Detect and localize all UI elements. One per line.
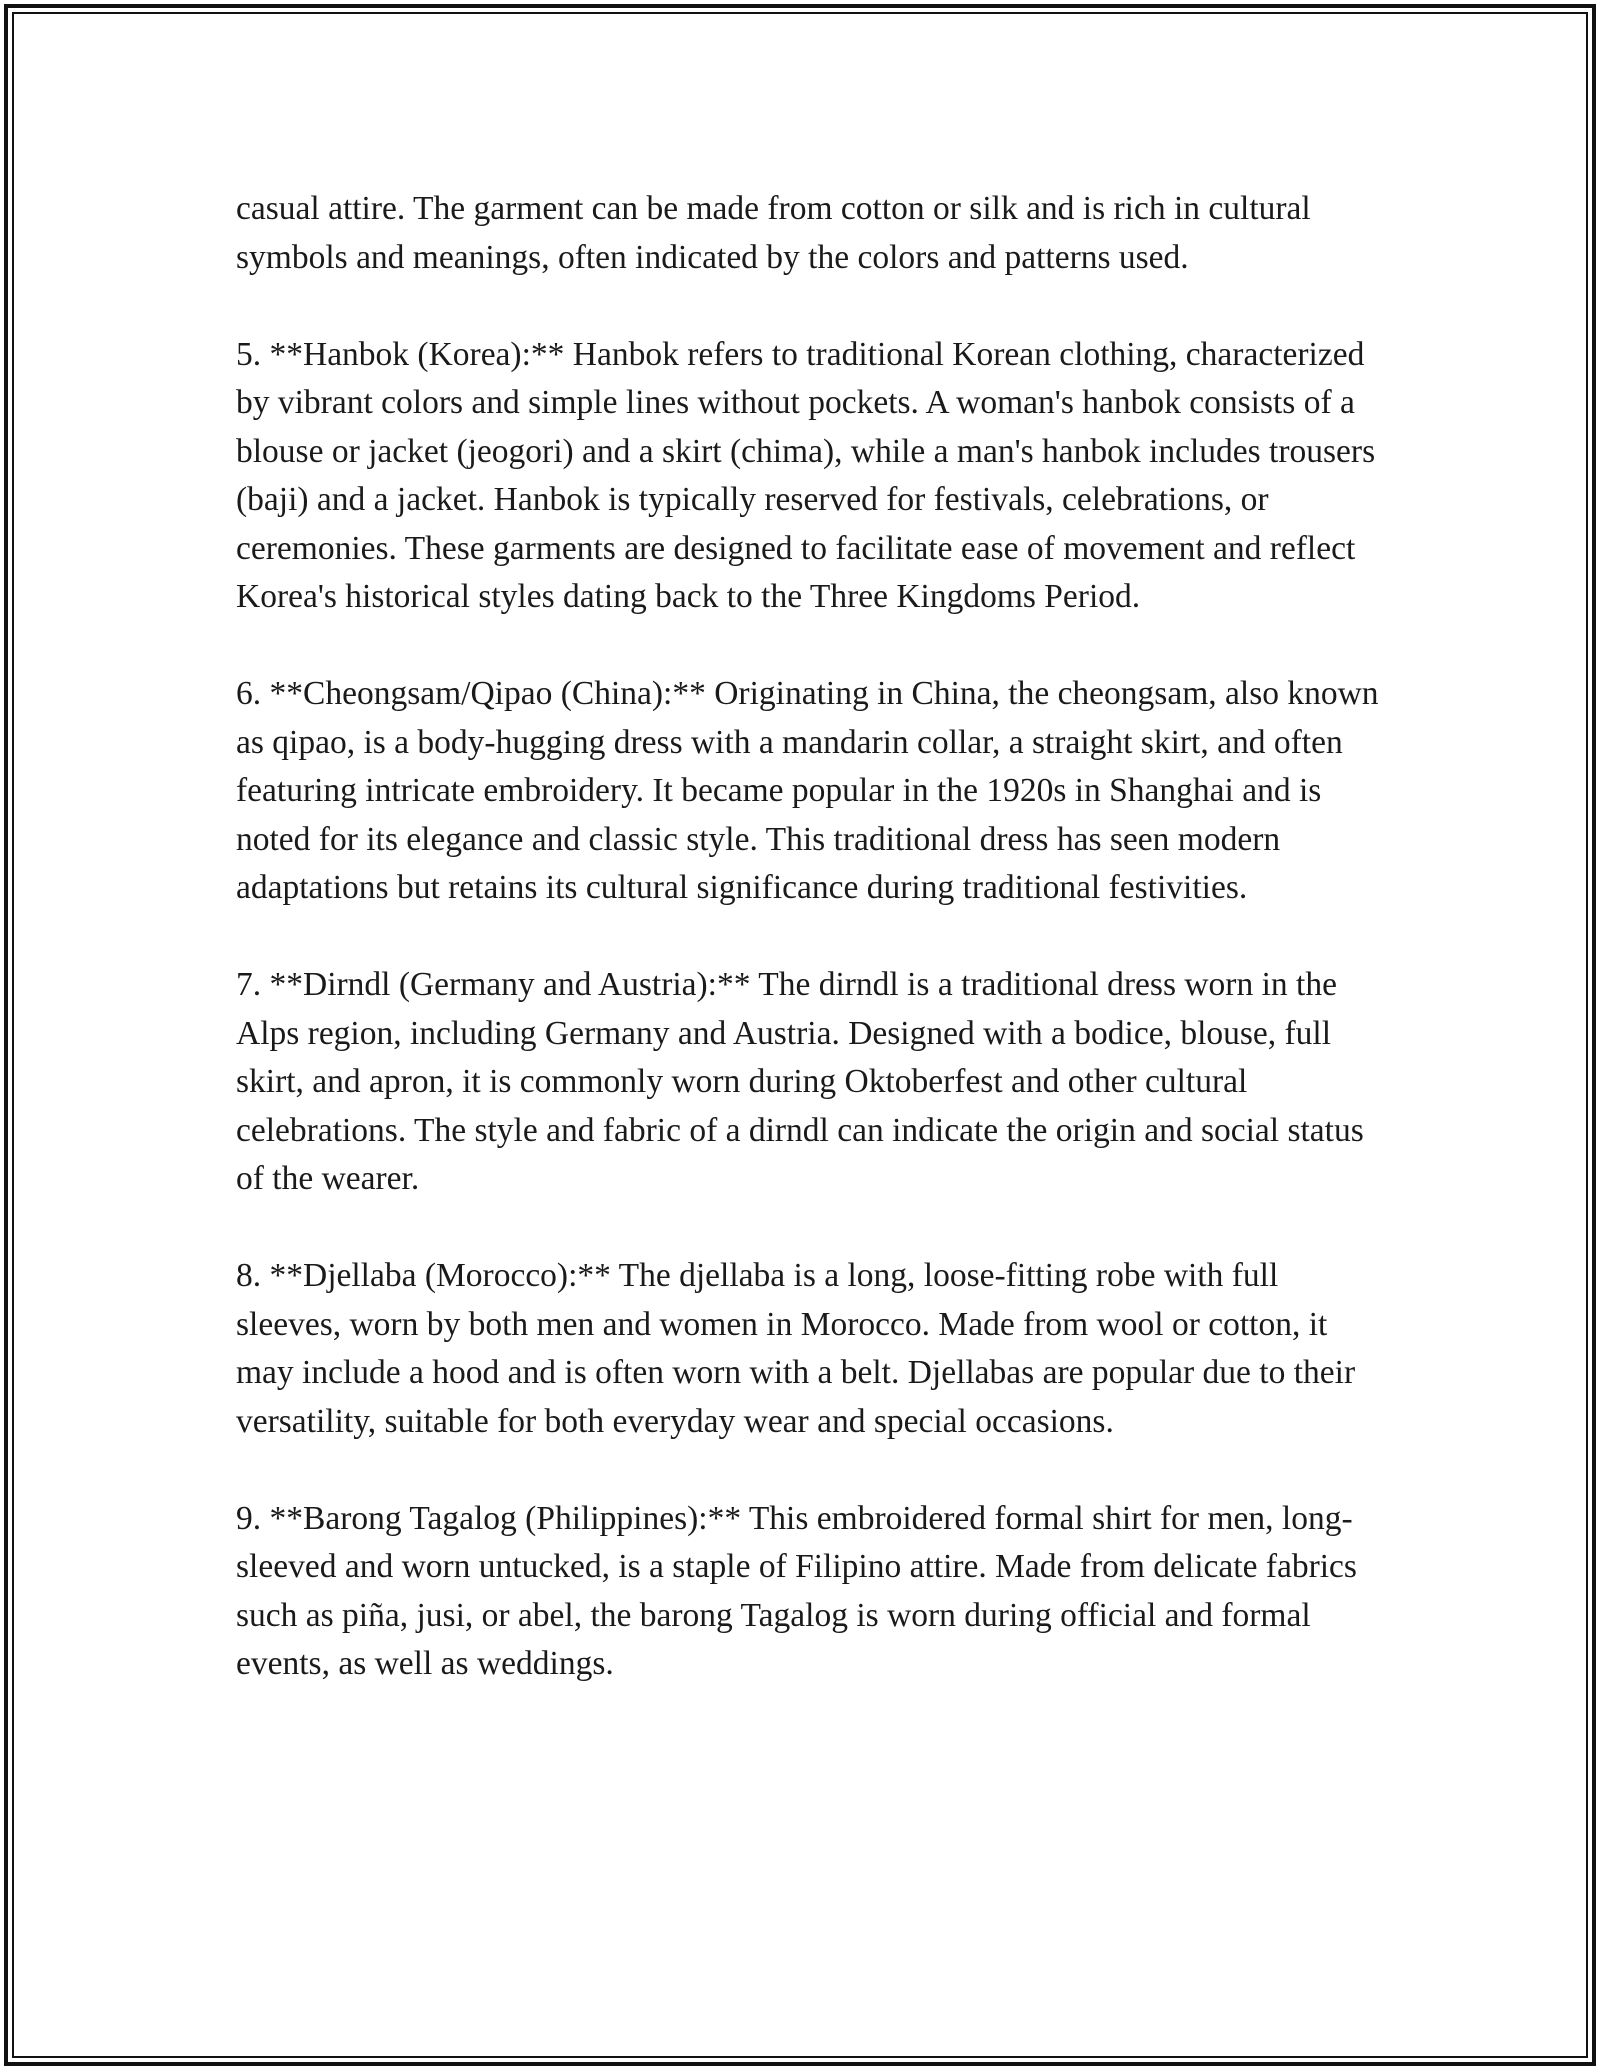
paragraph-dirndl: 7. **Dirndl (Germany and Austria):** The dirndl is a traditional dress worn in the Alps region, including Germany and Austria. Designed with a bodice, blouse, full skirt, and apron, it is commonly worn during Oktoberfest and other cultural celebrations. The style and fabric of a dirndl can indicate the origin and social status of the wearer. bbox=[236, 966, 1364, 1197]
paragraph-hanbok: 5. **Hanbok (Korea):** Hanbok refers to traditional Korean clothing, characterized by vibrant colors and simple lines without pockets. A woman's hanbok consists of a blouse or jacket (jeogori) and a skirt (chima), while a man's hanbok includes trousers (baji) and a jacket. Hanbok is typically reserved for festivals, celebrations, or ceremonies. These garments are designed to facilitate ease of movement and reflect Korea's historical styles dating back to the Three Kingdoms Period. bbox=[236, 335, 1376, 615]
document-body bbox=[236, 185, 1386, 1689]
paragraph-continuation: casual attire. The garment can be made from cotton or silk and is rich in cultural symbols and meanings, often indicated by the colors and patterns used. bbox=[236, 190, 1311, 276]
paragraph-djellaba: 8. **Djellaba (Morocco):** The djellaba is a long, loose-fitting robe with full sleeves, worn by both men and women in Morocco. Made from wool or cotton, it may include a hood and is often worn with a belt. Djellabas are popular due to their versatility, suitable for both everyday wear and special occasions. bbox=[236, 1257, 1356, 1440]
paragraph-barong-tagalog: 9. **Barong Tagalog (Philippines):** This embroidered formal shirt for men, long-sleeved and worn untucked, is a staple of Filipino attire. Made from delicate fabrics such as piña, jusi, or abel, the barong Tagalog is worn during official and formal events, as well as weddings. bbox=[236, 1499, 1357, 1682]
paragraph-cheongsam: 6. **Cheongsam/Qipao (China):** Originating in China, the cheongsam, also known as qipao, is a body-hugging dress with a mandarin collar, a straight skirt, and often featuring intricate embroidery. It became popular in the 1920s in Shanghai and is noted for its elegance and classic style. This traditional dress has seen modern adaptations but retains its cultural significance during traditional festivities. bbox=[236, 675, 1379, 906]
